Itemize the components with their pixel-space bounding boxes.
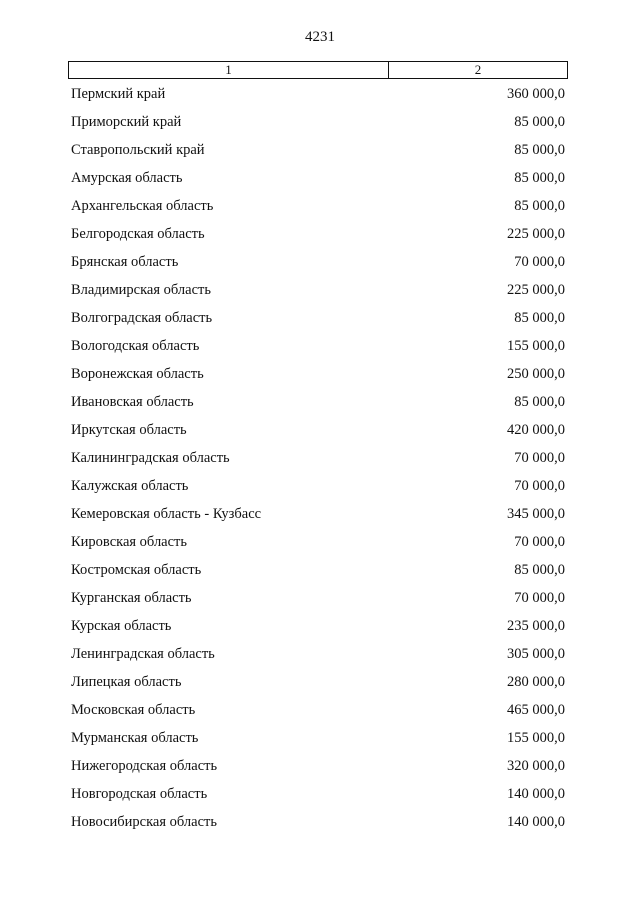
table-row	[71, 164, 565, 192]
region-name: Ленинградская область	[71, 646, 215, 662]
table-row	[71, 248, 565, 276]
amount-value: 250 000,0	[507, 366, 565, 382]
region-name: Владимирская область	[71, 282, 211, 298]
amount-value: 70 000,0	[514, 534, 565, 550]
region-name: Брянская область	[71, 254, 179, 270]
region-name: Ивановская область	[71, 394, 194, 410]
region-name: Московская область	[71, 702, 196, 718]
table-row	[71, 472, 565, 500]
table-row	[71, 416, 565, 444]
amount-value: 70 000,0	[514, 590, 565, 606]
column-header-1: 1	[69, 62, 389, 78]
column-header-2: 2	[474, 62, 482, 77]
amount-value: 155 000,0	[507, 338, 565, 354]
table-row	[71, 808, 565, 836]
table-row	[71, 192, 565, 220]
table-row	[71, 332, 565, 360]
table-row	[71, 556, 565, 584]
amount-value: 70 000,0	[514, 450, 565, 466]
table-row	[71, 696, 565, 724]
region-name: Амурская область	[71, 170, 183, 186]
table-row	[71, 388, 565, 416]
region-name: Воронежская область	[71, 366, 204, 382]
region-name: Волгоградская область	[71, 310, 213, 326]
region-name: Иркутская область	[71, 422, 187, 438]
region-name: Липецкая область	[71, 674, 182, 690]
region-name: Белгородская область	[71, 226, 205, 242]
table-row	[71, 276, 565, 304]
amount-value: 225 000,0	[507, 226, 565, 242]
table-row	[71, 220, 565, 248]
amount-value: 225 000,0	[507, 282, 565, 298]
amount-value: 235 000,0	[507, 618, 565, 634]
page-number: 4231	[305, 29, 335, 45]
amount-value: 85 000,0	[514, 562, 565, 578]
table-row	[71, 752, 565, 780]
region-name: Пермский край	[71, 86, 166, 102]
table-row	[71, 108, 565, 136]
table-row	[71, 612, 565, 640]
region-name: Курганская область	[71, 590, 192, 606]
amount-value: 280 000,0	[507, 674, 565, 690]
region-name: Архангельская область	[71, 198, 214, 214]
amount-value: 85 000,0	[514, 114, 565, 130]
amount-value: 465 000,0	[507, 702, 565, 718]
region-name: Нижегородская область	[71, 758, 218, 774]
amount-value: 85 000,0	[514, 310, 565, 326]
region-name: Кировская область	[71, 534, 188, 550]
amount-value: 360 000,0	[507, 86, 565, 102]
table-row	[71, 360, 565, 388]
region-name: Костромская область	[71, 562, 202, 578]
table-row	[71, 528, 565, 556]
amount-value: 70 000,0	[514, 478, 565, 494]
amount-value: 85 000,0	[514, 198, 565, 214]
table-body	[71, 80, 565, 836]
region-name: Мурманская область	[71, 730, 199, 746]
amount-value: 140 000,0	[507, 814, 565, 830]
amount-value: 140 000,0	[507, 786, 565, 802]
table-header	[68, 61, 568, 79]
amount-value: 345 000,0	[507, 506, 565, 522]
amount-value: 85 000,0	[514, 394, 565, 410]
table-row	[71, 640, 565, 668]
table-row	[71, 724, 565, 752]
amount-value: 155 000,0	[507, 730, 565, 746]
amount-value: 320 000,0	[507, 758, 565, 774]
table-row	[71, 500, 565, 528]
amount-value: 85 000,0	[514, 170, 565, 186]
table-row	[71, 80, 565, 108]
region-name: Кемеровская область - Кузбасс	[71, 506, 262, 522]
amount-value: 420 000,0	[507, 422, 565, 438]
region-name: Новосибирская область	[71, 814, 217, 830]
table-row	[71, 780, 565, 808]
region-name: Калининградская область	[71, 450, 230, 466]
table-row	[71, 584, 565, 612]
amount-value: 85 000,0	[514, 142, 565, 158]
region-name: Приморский край	[71, 114, 182, 130]
table-row	[71, 304, 565, 332]
amount-value: 305 000,0	[507, 646, 565, 662]
region-name: Курская область	[71, 618, 172, 634]
table-row	[71, 444, 565, 472]
table-row	[71, 668, 565, 696]
region-name: Вологодская область	[71, 338, 200, 354]
region-name: Ставропольский край	[71, 142, 205, 158]
region-name: Калужская область	[71, 478, 189, 494]
amount-value: 70 000,0	[514, 254, 565, 270]
region-name: Новгородская область	[71, 786, 208, 802]
table-row	[71, 136, 565, 164]
